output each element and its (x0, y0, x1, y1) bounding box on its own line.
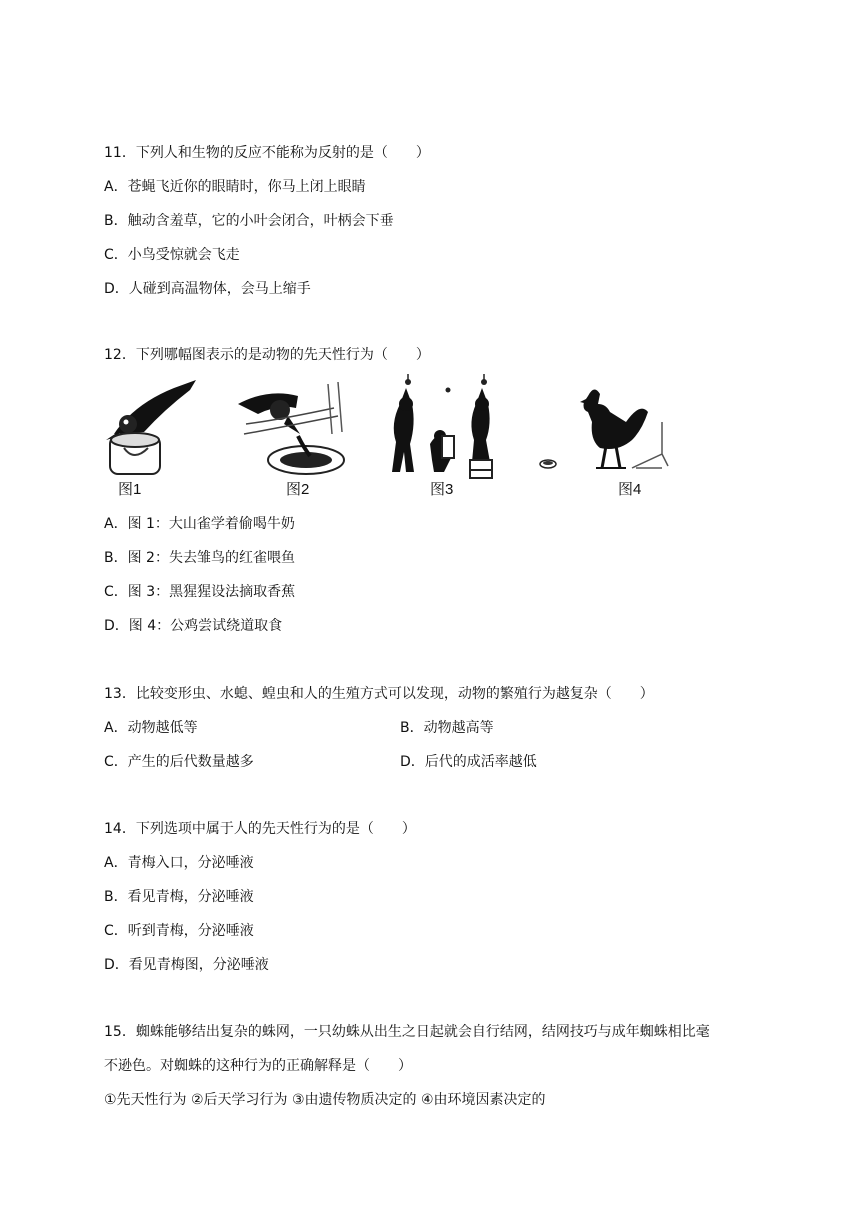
q11-option-d: D．人碰到高温物体，会马上缩手 (104, 281, 311, 297)
q14-option-d: D．看见青梅图，分泌唾液 (104, 957, 269, 973)
figure-2-caption: 图2 (286, 481, 310, 498)
figure-4-caption: 图4 (618, 481, 642, 498)
q11-option-b: B．触动含羞草，它的小叶会闭合，叶柄会下垂 (104, 213, 394, 229)
q13-stem: 13．比较变形虫、水螅、蝗虫和人的生殖方式可以发现，动物的繁殖行为越复杂（ ） (104, 686, 654, 702)
q12-option-b: B．图 2：失去雏鸟的红雀喂鱼 (104, 550, 295, 566)
q13-option-c: C．产生的后代数量越多 (104, 754, 254, 770)
q11-option-a: A．苍蝇飞近你的眼睛时，你马上闭上眼睛 (104, 179, 366, 195)
q14-option-c: C．听到青梅，分泌唾液 (104, 923, 254, 939)
q15-stem-line-2: 不逊色。对蜘蛛的这种行为的正确解释是（ ） (104, 1058, 412, 1074)
q14-option-b: B．看见青梅，分泌唾液 (104, 889, 254, 905)
q15-stem-line-1: 15．蜘蛛能够结出复杂的蛛网，一只幼蛛从出生之日起就会自行结网，结网技巧与成年蜘蛛相比毫 (104, 1024, 710, 1040)
q12-figure-row (104, 374, 684, 500)
q12-option-a: A．图 1：大山雀学着偷喝牛奶 (104, 516, 295, 532)
q12-option-c: C．图 3：黑猩猩设法摘取香蕉 (104, 584, 296, 600)
figure-3-caption: 图3 (430, 481, 454, 498)
q13-option-b: B．动物越高等 (400, 720, 494, 736)
q14-option-a: A．青梅入口，分泌唾液 (104, 855, 254, 871)
q14-stem: 14．下列选项中属于人的先天性行为的是（ ） (104, 821, 416, 837)
q13-option-d: D．后代的成活率越低 (400, 754, 537, 770)
rooster-detour-image (536, 382, 672, 478)
q15-choices: ①先天性行为 ②后天学习行为 ③由遗传物质决定的 ④由环境因素决定的 (104, 1092, 546, 1108)
figure-1-caption: 图1 (118, 481, 142, 498)
q12-stem: 12．下列哪幅图表示的是动物的先天性行为（ ） (104, 347, 430, 363)
cardinal-feeding-fish-image (238, 374, 348, 482)
chimpanzee-bananas-image (386, 374, 506, 482)
q11-stem: 11．下列人和生物的反应不能称为反射的是（ ） (104, 145, 430, 161)
bird-milk-bottle-image (104, 374, 204, 482)
q11-option-c: C．小鸟受惊就会飞走 (104, 247, 240, 263)
q13-option-a: A．动物越低等 (104, 720, 198, 736)
q12-option-d: D．图 4：公鸡尝试绕道取食 (104, 618, 283, 634)
